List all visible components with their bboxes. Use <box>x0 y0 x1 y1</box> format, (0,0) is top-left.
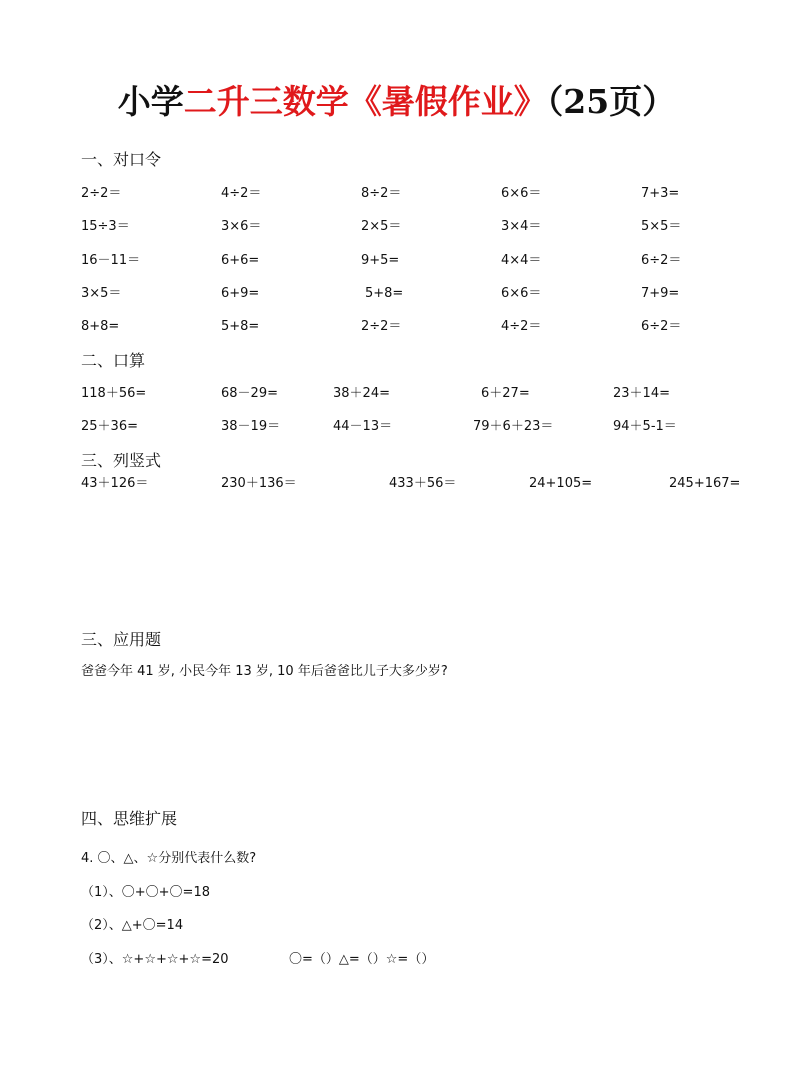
vertical-item: 24+105= <box>529 476 593 491</box>
page-title <box>0 80 793 124</box>
title-prefix: 小学 <box>117 82 184 121</box>
oral-item: 16－11＝ <box>81 253 141 268</box>
oral-item: 3×6＝ <box>221 219 262 234</box>
oral-item: 4×4＝ <box>501 253 542 268</box>
oral-item: 6+6= <box>221 253 260 268</box>
oral-item: 2×5＝ <box>361 219 402 234</box>
oral-item: 7+9= <box>641 286 680 301</box>
oral-item: 6×6＝ <box>501 286 542 301</box>
title-main: 二升三数学《暑假作业》 <box>183 82 547 121</box>
oral-item: 8÷2＝ <box>361 186 402 201</box>
oral-item: 6÷2＝ <box>641 253 682 268</box>
oral-item: 2÷2＝ <box>81 186 122 201</box>
mental-item: 38－19＝ <box>221 419 281 434</box>
thinking-question: 4. 〇、△、☆分别代表什么数? <box>81 851 257 866</box>
oral-item: 8+8= <box>81 319 120 334</box>
oral-item: 9+5= <box>361 253 400 268</box>
oral-item: 4÷2＝ <box>501 319 542 334</box>
mental-item: 25＋36= <box>81 419 138 434</box>
thinking-answers: 〇=（）△=（）☆=（） <box>289 952 435 967</box>
mental-item: 79＋6＋23＝ <box>473 419 554 434</box>
mental-item: 23＋14= <box>613 386 670 401</box>
title-pages: （25页） <box>546 82 676 121</box>
oral-item: 5+8= <box>221 319 260 334</box>
oral-item: 6×6＝ <box>501 186 542 201</box>
mental-item: 118＋56= <box>81 386 147 401</box>
thinking-line-2: （2）、△+〇=14 <box>81 918 184 933</box>
section-heading-vertical: 三、列竖式 <box>81 451 162 470</box>
oral-item: 3×5＝ <box>81 286 122 301</box>
thinking-line-1: （1）、〇+〇+〇=18 <box>81 885 210 900</box>
mental-item: 44－13＝ <box>333 419 393 434</box>
vertical-item: 433＋56＝ <box>389 476 457 491</box>
word-problem-text: 爸爸今年 41 岁, 小民今年 13 岁, 10 年后爸爸比儿子大多少岁? <box>81 664 448 679</box>
section-heading-mental: 二、口算 <box>81 351 146 370</box>
oral-item: 6÷2＝ <box>641 319 682 334</box>
mental-item: 94＋5-1＝ <box>613 419 677 434</box>
oral-item: 2÷2＝ <box>361 319 402 334</box>
oral-item: 3×4＝ <box>501 219 542 234</box>
section-heading-oral: 一、对口令 <box>81 150 162 169</box>
thinking-line-3: （3）、☆+☆+☆+☆=20 <box>81 952 229 967</box>
mental-item: 68－29= <box>221 386 278 401</box>
oral-item: 5+8= <box>365 286 404 301</box>
section-heading-thinking: 四、思维扩展 <box>81 809 178 828</box>
mental-item: 6＋27= <box>481 386 530 401</box>
vertical-item: 230＋136＝ <box>221 476 297 491</box>
oral-item: 7+3= <box>641 186 680 201</box>
oral-item: 15÷3＝ <box>81 219 130 234</box>
mental-item: 38＋24= <box>333 386 390 401</box>
vertical-item: 43＋126＝ <box>81 476 149 491</box>
oral-item: 5×5＝ <box>641 219 682 234</box>
vertical-item: 245+167= <box>669 476 741 491</box>
oral-item: 4÷2＝ <box>221 186 262 201</box>
section-heading-word-problem: 三、应用题 <box>81 630 162 649</box>
oral-item: 6+9= <box>221 286 260 301</box>
